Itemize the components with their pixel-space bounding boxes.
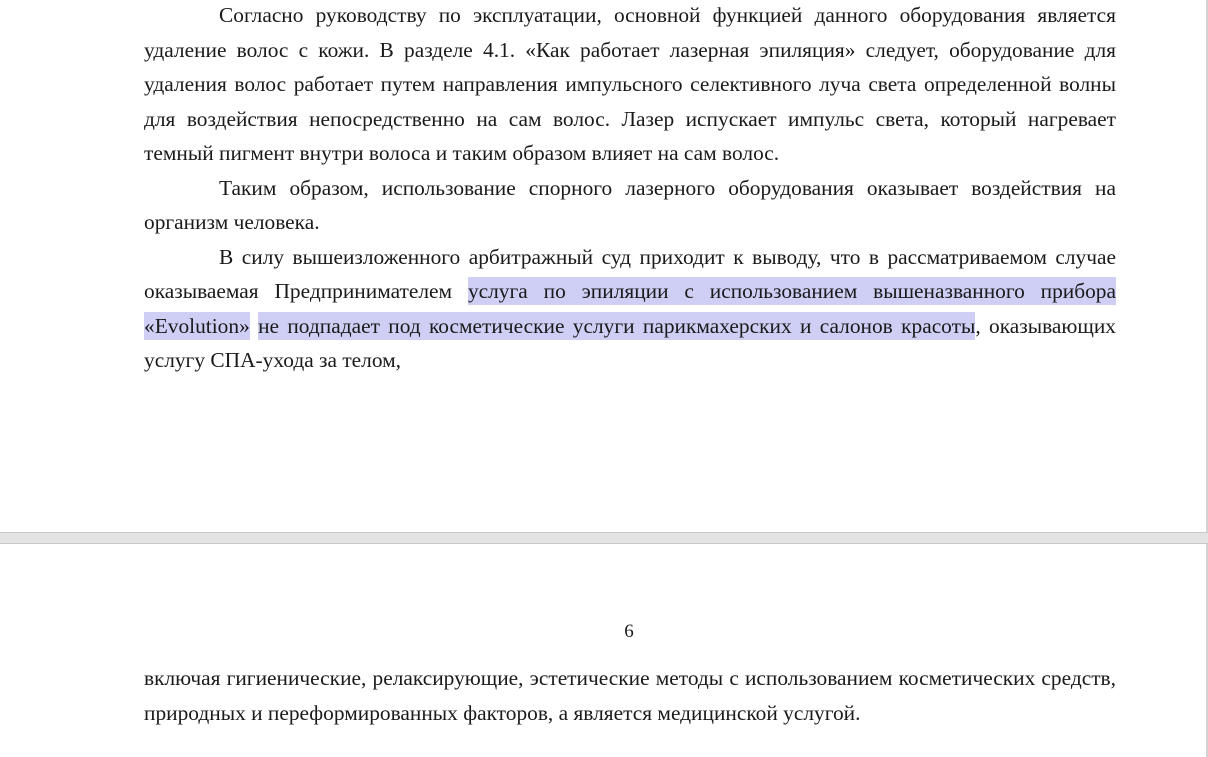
document-page-6: [0, 544, 1206, 757]
paragraph-manual-description[interactable]: Согласно руководству по эксплуатации, основной функцией данного оборудования является удаление волос с кожи. В разделе 4.1. «Как работает лазерная эпиляция» следует, оборудование для удаления волос работает путем направления импульсного селективного луча света определенной волны для воздействия непосредственно на сам волос. Лазер испускает импульс света, который нагревает темный пигмент внутри волоса и таким образом влияет на сам волос.: [144, 3, 1116, 165]
paragraph-text-after: , оказывающих услугу СПА-ухода за телом,: [144, 313, 1116, 372]
page-body-text[interactable]: [144, 0, 1116, 378]
page-body-text-continued[interactable]: [144, 661, 1116, 730]
highlighted-text-not-cosmetic[interactable]: не подпадает под косметические услуги парикмахерских и салонов красоты: [258, 313, 976, 338]
paragraph-continuation[interactable]: включая гигиенические, релаксирующие, эстетические методы с использованием косметических средств, природных и переформированных факторов, а является медицинской услугой.: [144, 666, 1116, 725]
paragraph-court-conclusion[interactable]: [144, 240, 1116, 378]
paragraph-text-before: В силу вышеизложенного арбитражный суд приходит к выводу, что в рассматриваемом случае оказываемая Предпринимателем: [144, 244, 1116, 303]
page-number: 6: [624, 621, 634, 642]
paragraph-conclusion-equipment[interactable]: Таким образом, использование спорного лазерного оборудования оказывает воздействия на организм человека.: [144, 175, 1116, 234]
paragraph-text-between: [250, 314, 258, 338]
highlighted-text-service[interactable]: услуга по эпиляции с использованием вышеназванного прибора «Evolution»: [144, 279, 1117, 338]
page-separator: [0, 532, 1208, 544]
